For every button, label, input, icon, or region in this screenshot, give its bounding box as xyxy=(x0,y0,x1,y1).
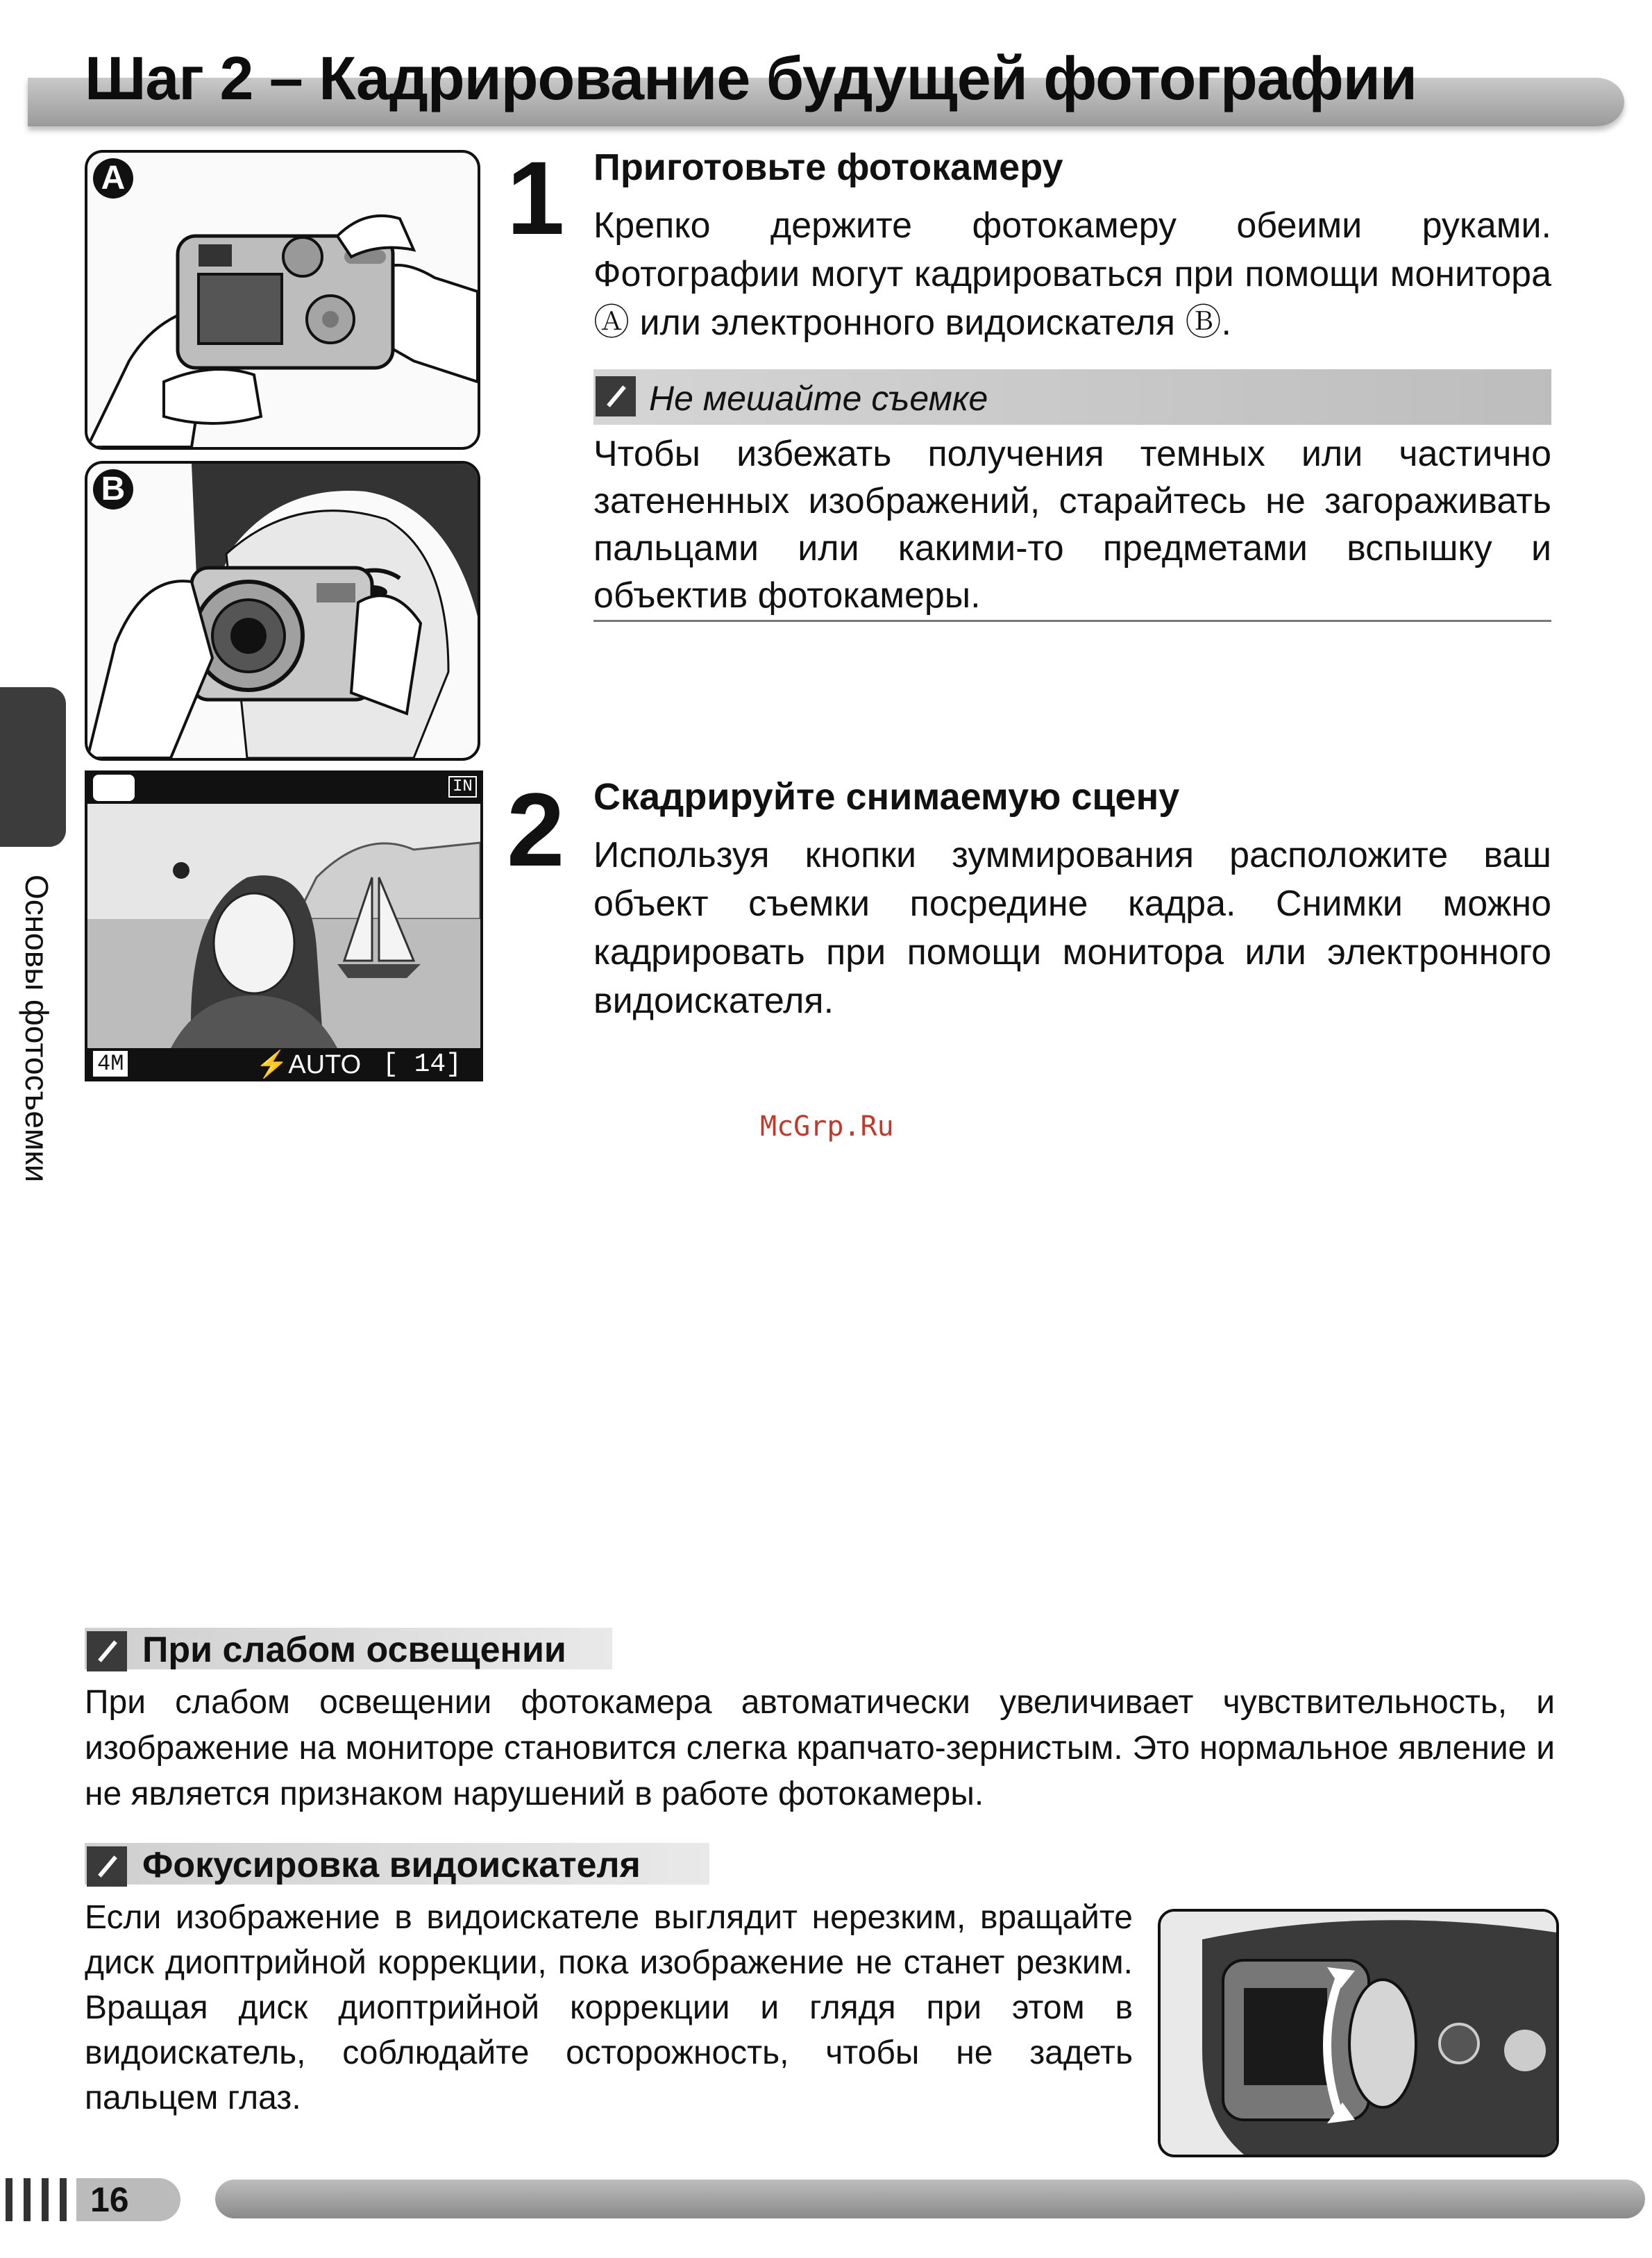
step-1-text: Крепко держите фотокамеру обеими руками. Фотографии могут кадрироваться при помощи монитора Ⓐ или электронного видоискателя Ⓑ. xyxy=(593,205,1551,343)
step-1-title: Приготовьте фотокамеру xyxy=(593,146,1063,188)
pencil-icon xyxy=(87,1846,127,1887)
monitor-preview xyxy=(85,770,483,1081)
viewfinder-title: Фокусировка видоискателя xyxy=(142,1845,641,1885)
viewfinder-icon xyxy=(87,1846,127,1887)
step-2-text: Используя кнопки зуммирования расположите ваш объект съемки посредине кадра. Снимки можно кадрировать при помощи монитора или электронного видоискателя. xyxy=(593,835,1551,1021)
image-mode-badge: 4M xyxy=(93,1051,128,1077)
exposures-remaining: [ 14] xyxy=(382,1050,462,1079)
pencil-icon xyxy=(87,1631,127,1671)
low-light-text: При слабом освещении фотокамера автоматически увеличивает чувствительность, и изображение на мониторе становится слегка крапчато-зернистым. Это нормальное явление и не является признаком нарушений в работе фотокамеры. xyxy=(85,1684,1555,1812)
low-light-title: При слабом освещении xyxy=(142,1630,566,1670)
diopter-dial-drawing xyxy=(1161,1912,1556,2155)
pencil-icon xyxy=(596,376,636,416)
low-light-icon xyxy=(87,1631,127,1671)
camera-mode-icon xyxy=(93,775,135,801)
page-title: Шаг 2 – Кадрирование будущей фотографии xyxy=(85,44,1417,112)
diopter-dial-illustration xyxy=(1158,1909,1559,2157)
footer-bar xyxy=(215,2180,1645,2218)
page-number: 16 xyxy=(90,2180,129,2219)
step-2-number: 2 xyxy=(507,771,565,888)
internal-memory-icon: IN xyxy=(448,776,477,798)
label-b-badge: B xyxy=(93,469,133,509)
viewfinder-text: Если изображение в видоискателе выглядит нерезким, вращайте диск диоптрийной коррекции, пока изображение не станет резким. Вращая диск диоптрийной коррекции и глядя при этом в видоискатель, соблюдайте осторожность, чтобы не задеть пальцем глаз. xyxy=(85,1899,1133,2116)
section-label: Основы фотосъемки xyxy=(19,875,55,1183)
pencil-note-icon xyxy=(596,376,636,416)
camera-back-illustration xyxy=(87,153,478,447)
watermark: McGrp.Ru xyxy=(760,1111,894,1143)
illustration-monitor-hold xyxy=(85,150,480,450)
monitor-scene xyxy=(87,773,480,1079)
note-divider xyxy=(593,620,1551,622)
camera-front-illustration xyxy=(87,464,478,758)
flash-mode-indicator: ⚡AUTO xyxy=(255,1050,362,1079)
section-tab xyxy=(0,687,66,847)
note-text: Чтобы избежать получения темных или частично затененных изображений, старайтесь не загораживать пальцами или какими-то предметами вспышку и объектив фотокамеры. xyxy=(593,434,1551,616)
note-title: Не мешайте съемке xyxy=(649,379,988,418)
step-2-title: Скадрируйте снимаемую сцену xyxy=(593,776,1180,818)
illustration-viewfinder-hold xyxy=(85,461,480,761)
step-1-number: 1 xyxy=(507,140,565,256)
label-a-badge: A xyxy=(93,158,133,199)
